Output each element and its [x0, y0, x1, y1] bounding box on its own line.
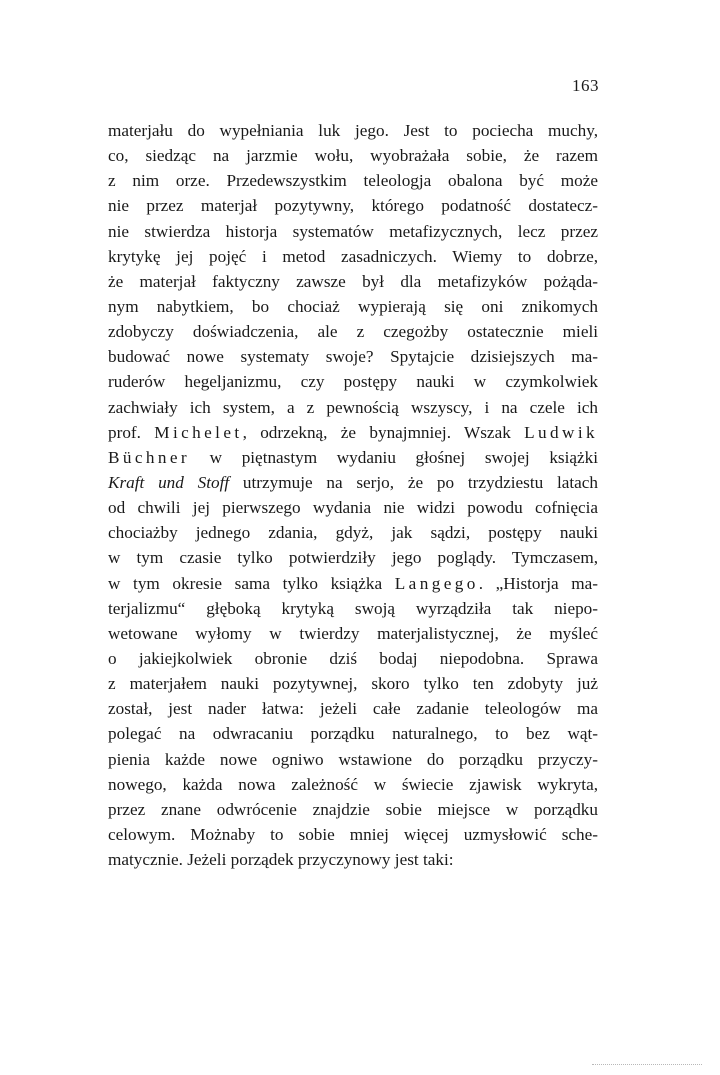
body-text — [108, 118, 598, 872]
text-line: nym nabytkiem, bo chociaż wypierają się oni znikomych — [108, 296, 598, 316]
text-line: nie przez materjał pozytywny, którego podatność dostatecz- — [108, 196, 598, 216]
text-line: o jakiejkolwiek obronie dziś bodaj niepodobna. Sprawa — [108, 648, 598, 668]
book-title-italic: Kraft und Stoff — [108, 472, 230, 492]
text-line: terjalizmu“ głęboką krytyką swoją wyrządziła tak niepo- — [108, 598, 598, 618]
text-line — [108, 571, 598, 596]
text-line: chociażby jednego zdania, gdyż, jak sądzi, postępy nauki — [108, 523, 598, 543]
text-run: prof. — [108, 422, 141, 442]
text-run: w tym okresie sama tylko książka — [108, 573, 383, 593]
page-number: 163 — [572, 76, 599, 95]
text-line: od chwili jej pierwszego wydania nie widzi powodu cofnięcia — [108, 498, 598, 518]
text-line: pienia każde nowe ogniwo wstawione do porządku przyczy- — [108, 749, 598, 769]
text-line: przez znane odwrócenie znajdzie sobie miejsce w porządku — [108, 799, 598, 819]
text-line: z materjałem nauki pozytywnej, skoro tylko ten zdobyty już — [108, 674, 598, 694]
text-run: , odrzekną, że bynajmniej. Wszak — [242, 422, 511, 442]
text-line: co, siedząc na jarzmie wołu, wyobrażała sobie, że razem — [108, 146, 598, 166]
text-line: zachwiały ich system, a z pewnością wszyscy, i na czele ich — [108, 397, 598, 417]
text-line: w tym czasie tylko potwierdziły jego poglądy. Tymczasem, — [108, 548, 598, 568]
text-line: z nim orze. Przedewszystkim teleologja obalona być może — [108, 171, 598, 191]
spaced-name-ludwik: Ludwik — [524, 422, 598, 442]
text-run: w piętnastym wydaniu głośnej swojej książki — [209, 447, 599, 467]
text-line: budować nowe systematy swoje? Spytajcie dzisiejszych ma- — [108, 347, 598, 367]
text-run: . „Historja ma- — [478, 573, 599, 593]
text-line — [108, 470, 598, 495]
text-line: nowego, każda nowa zależność w świecie zjawisk wykryta, — [108, 774, 598, 794]
text-line: został, jest nader łatwa: jeżeli całe zadanie teleologów ma — [108, 699, 598, 719]
text-line: materjału do wypełniania luk jego. Jest to pociecha muchy, — [108, 121, 598, 140]
text-line — [108, 420, 598, 445]
text-run: utrzymuje na serjo, że po trzydziestu latach — [242, 472, 599, 492]
text-line: ruderów hegeljanizmu, czy postępy nauki w czymkolwiek — [108, 372, 598, 392]
text-line: polegać na odwracaniu porządku naturalnego, to bez wąt- — [108, 724, 598, 744]
scan-artifact — [592, 1064, 702, 1066]
text-line: celowym. Możnaby to sobie mniej więcej uzmysłowić sche- — [108, 824, 598, 844]
text-line-last: matycznie. Jeżeli porządek przyczynowy jest taki: — [108, 850, 454, 870]
spaced-name-michelet: Michelet — [154, 422, 243, 442]
spaced-name-buchner: Büchner — [108, 447, 191, 467]
text-line: wetowane wyłomy w twierdzy materjalistycznej, że myśleć — [108, 623, 598, 643]
text-line: nie stwierdza historja systematów metafizycznych, lecz przez — [108, 221, 598, 241]
text-line — [108, 445, 598, 470]
text-line: zdobyczy doświadczenia, ale z czegożby ostatecznie mieli — [108, 322, 598, 342]
spaced-name-lange: Langego — [394, 573, 479, 593]
text-line: że materjał faktyczny zawsze był dla metafizyków pożąda- — [108, 271, 598, 291]
text-line: krytykę jej pojęć i metod zasadniczych. Wiemy to dobrze, — [108, 246, 598, 266]
